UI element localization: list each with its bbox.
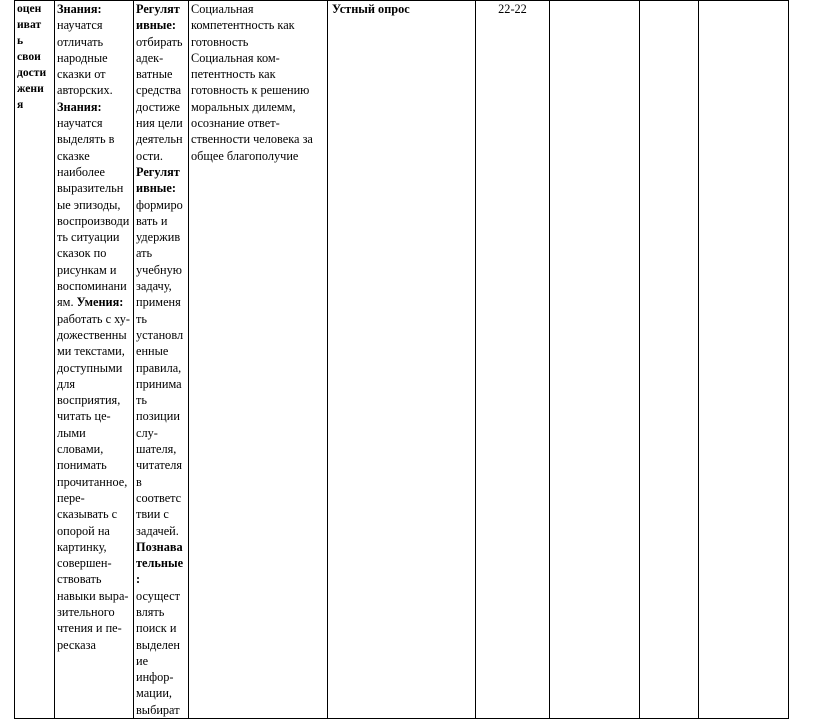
cell-text-line: формиро	[136, 197, 183, 212]
cell-empty-3	[699, 1, 789, 719]
date-text: 22-22	[498, 2, 527, 16]
cell-text-line: Знания:	[57, 2, 102, 16]
cell-text-line: рисункам и	[57, 262, 117, 277]
lesson-plan-table	[14, 0, 789, 719]
cell-text-line: доступными	[57, 360, 123, 375]
cell-text-line: дожественны	[57, 327, 127, 342]
cell-text-line: ые эпизоды,	[57, 197, 121, 212]
cell-text-line: дости	[17, 66, 47, 79]
cell-text-line: жени	[17, 82, 44, 95]
cell-text-line: совершен-	[57, 556, 112, 571]
cell-text-line: позиции	[136, 409, 180, 424]
cell-text-line: пере-	[57, 490, 85, 505]
cell-text-line: влять	[136, 604, 165, 619]
cell-text-fragment: ям.	[57, 295, 77, 310]
cell-text-line: инфор-	[136, 670, 174, 685]
cell-control-form	[328, 1, 476, 719]
cell-text-line: ствовать	[57, 572, 102, 587]
cell-text-line: :	[136, 572, 141, 587]
cell-text-line: слу-	[136, 425, 158, 440]
cell-text-line: ть	[136, 311, 147, 326]
cell-subject-results	[55, 1, 134, 719]
cell-text-line: лыми	[57, 425, 86, 440]
cell-text-line: ивные:	[136, 181, 176, 196]
cell-text-line: читателя	[136, 458, 183, 473]
cell-text-line: енные	[136, 344, 169, 359]
cell-text-line: я	[17, 98, 24, 111]
cell-text-line: твии с	[136, 507, 169, 522]
cell-text-line: сказки от	[57, 67, 106, 82]
cell-text-line: задачу,	[136, 279, 172, 294]
cell-text-line: учебную	[136, 262, 182, 277]
cell-text-line: Регулят	[136, 164, 180, 179]
cell-text-line: Социальная ком-	[191, 50, 280, 65]
cell-text-line: ресказа	[57, 637, 96, 652]
cell-text-line: научатся	[57, 116, 103, 131]
cell-text-line: ственности человека за	[191, 132, 313, 147]
cell-text-line: моральных дилемм,	[191, 99, 296, 114]
cell-text-line: выделен	[136, 637, 180, 652]
cell-text-line: зительного	[57, 604, 115, 619]
cell-personal-results	[189, 1, 328, 719]
cell-text-line: осознание ответ-	[191, 116, 280, 131]
cell-text-line: правила,	[136, 360, 182, 375]
cell-text-line: ие	[136, 653, 149, 668]
cell-text-line: сказывать с	[57, 507, 118, 522]
cell-text-line: воспроизводи	[57, 213, 130, 228]
cell-text-line: ть	[136, 393, 147, 408]
cell-text-line: ивные:	[136, 18, 176, 33]
cell-text-line: Познава	[136, 539, 183, 554]
cell-text-line: ости.	[136, 148, 163, 163]
cell-text-line: Социальная	[191, 2, 254, 16]
cell-text-line: ь	[17, 34, 24, 47]
cell-date	[476, 1, 550, 719]
cell-text-line: применя	[136, 295, 181, 310]
cell-text-line: поиск и	[136, 621, 177, 636]
cell-text-line: Регулят	[136, 2, 180, 16]
cell-text-line: достиже	[136, 99, 180, 114]
cell-empty-2	[640, 1, 699, 719]
cell-text-line: установл	[136, 327, 184, 342]
cell-text-line: выбират	[136, 702, 180, 717]
cell-text-line: воспоминани	[57, 279, 127, 294]
cell-text-line: научатся	[57, 18, 103, 33]
cell-text-line: мации,	[136, 686, 172, 701]
cell-text-line: ми текстами,	[57, 344, 125, 359]
cell-text-line: тельные	[136, 556, 184, 571]
cell-text-line: выделять в	[57, 132, 115, 147]
cell-text-line: читать це-	[57, 409, 111, 424]
cell-text-line: готовность к решению	[191, 83, 310, 98]
cell-text-line: понимать	[57, 458, 107, 473]
cell-evaluation	[15, 1, 55, 719]
cell-text-line: прочитанное,	[57, 474, 128, 489]
cell-text-line: оцен	[17, 2, 42, 15]
cell-text-line: картинку,	[57, 539, 107, 554]
cell-text-line: иват	[17, 18, 42, 31]
cell-text-line: вать и	[136, 213, 168, 228]
cell-text-line: наиболее	[57, 164, 105, 179]
cell-text-line: свои	[17, 50, 41, 63]
cell-text-line: шателя,	[136, 442, 177, 457]
table-row	[15, 1, 789, 719]
cell-text-line: общее благополучие	[191, 148, 299, 163]
cell-text-line: в	[136, 474, 142, 489]
cell-empty-1	[550, 1, 640, 719]
cell-text-line: навыки выра-	[57, 588, 129, 603]
cell-text-line: Знания:	[57, 99, 102, 114]
cell-text-line: отличать	[57, 34, 104, 49]
cell-text-line: выразительн	[57, 181, 124, 196]
cell-text-line: соответс	[136, 490, 182, 505]
cell-text-line: принима	[136, 376, 182, 391]
cell-text-line: готовность	[191, 34, 249, 49]
cell-text-line: работать с ху-	[57, 311, 131, 326]
cell-text-line: осущест	[136, 588, 180, 603]
cell-text-line: сказок по	[57, 246, 107, 261]
cell-meta-results	[134, 1, 189, 719]
cell-text-line: чтения и пе-	[57, 621, 122, 636]
cell-text-line: ния цели	[136, 116, 183, 131]
cell-text-line: деятельн	[136, 132, 183, 147]
cell-text-line: адек-	[136, 50, 164, 65]
cell-text-fragment: Умения:	[76, 295, 124, 310]
cell-text-line: народные	[57, 50, 108, 65]
cell-text-line: ть ситуации	[57, 230, 120, 245]
cell-text-line: удержив	[136, 230, 181, 245]
cell-text-line: ать	[136, 246, 153, 261]
cell-text-line: для	[57, 376, 76, 391]
cell-text-line: ватные	[136, 67, 173, 82]
cell-text-line: опорой на	[57, 523, 110, 538]
cell-text-line	[57, 294, 131, 310]
cell-text-line: петентность как	[191, 67, 276, 82]
cell-text-line: авторских.	[57, 83, 113, 98]
control-form-text: Устный опрос	[332, 2, 410, 16]
cell-text-line: средства	[136, 83, 182, 98]
cell-text-line: компетентность как	[191, 18, 295, 33]
cell-text-line: сказке	[57, 148, 90, 163]
cell-text-line: восприятия,	[57, 393, 121, 408]
cell-text-line: словами,	[57, 442, 104, 457]
cell-text-line: задачей.	[136, 523, 179, 538]
cell-text-line: отбирать	[136, 34, 183, 49]
